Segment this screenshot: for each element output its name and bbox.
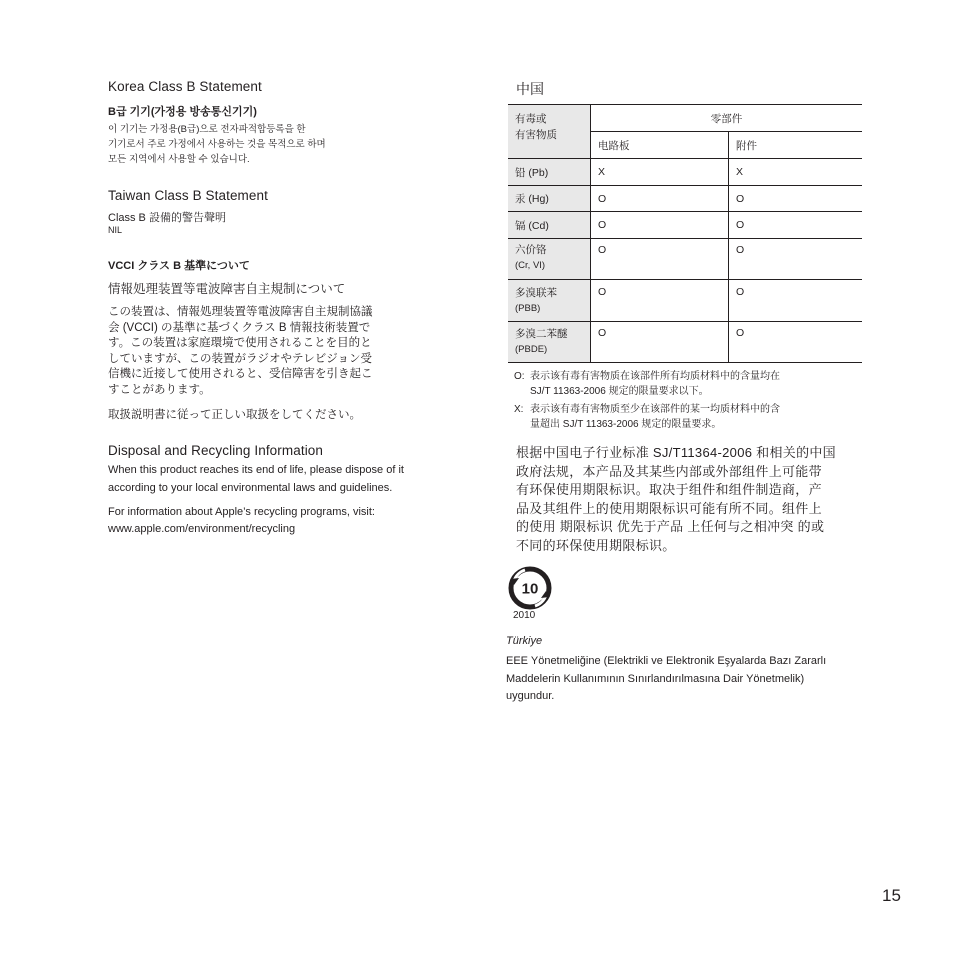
turkey-heading: Türkiye <box>506 635 543 647</box>
turkey-body-line: EEE Yönetmeliğine (Elektrikli ve Elektronik Eşyalarda Bazı Zararlı <box>506 655 827 667</box>
china-paragraph-line: 的使用 期限标识 优先于产品 上任何与之相冲突 的或 <box>516 519 825 534</box>
note-line: SJ/T 11363-2006 规定的限量要求以下。 <box>530 386 709 397</box>
note-line: 表示该有毒有害物质至少在该部件的某一均质材料中的含 <box>530 404 780 415</box>
turkey-body <box>506 653 866 706</box>
note-line: 表示该有毒有害物质在该部件所有均质材料中的含量均在 <box>530 371 780 382</box>
china-heading: 中国 <box>516 81 544 97</box>
substance-name: 镉 (Cd) <box>508 212 591 239</box>
cell-value: O <box>729 212 863 239</box>
china-paragraph-line: 不同的环保使用期限标识。 <box>516 537 676 553</box>
taiwan-heading: Taiwan Class B Statement <box>108 188 268 203</box>
environment-friendly-use-period-icon <box>508 566 552 610</box>
vcci-body-line: していますが、この装置がラジオやテレビジョン受 <box>108 352 373 365</box>
rohs-notes <box>514 369 859 432</box>
china-paragraph <box>516 444 866 555</box>
korea-subheading: B급 기기(가정용 방송통신기기) <box>108 106 257 118</box>
taiwan-subheading: Class B 設備的警告聲明 <box>108 212 226 224</box>
table-row <box>508 159 862 186</box>
substance-name: 铅 (Pb) <box>508 159 591 186</box>
table-header-substance-line: 有害物质 <box>515 129 557 141</box>
vcci-body-line: 信機に近接して使用されると、受信障害を引き起こ <box>108 368 373 380</box>
recycling-info-line: For information about Apple’s recycling programs, visit: <box>108 506 375 518</box>
note-text <box>530 369 780 399</box>
vcci-title: 情報処理装置等電波障害自主規制について <box>108 282 346 296</box>
table-row <box>508 322 862 363</box>
cell-value: O <box>729 322 863 363</box>
rohs-table <box>508 104 862 363</box>
cell-value: O <box>729 280 863 322</box>
recycling-info <box>108 504 448 538</box>
china-paragraph-line: 政府法规，本产品及其某些内部或外部组件上可能带 <box>516 463 822 479</box>
table-row <box>508 186 862 212</box>
substance-name: 汞 (Hg) <box>508 186 591 212</box>
page-number: 15 <box>882 886 901 905</box>
substance-formula: (PBDE) <box>515 344 548 355</box>
cell-value: O <box>591 212 729 239</box>
vcci-heading: VCCI クラス B 基準について <box>108 260 250 272</box>
table-header-substance <box>508 105 591 159</box>
cell-value: O <box>591 322 729 363</box>
taiwan-body: NIL <box>108 225 123 235</box>
disposal-heading: Disposal and Recycling Information <box>108 443 324 458</box>
note-o <box>514 369 859 399</box>
cell-value: O <box>591 186 729 212</box>
substance-name <box>508 322 591 363</box>
cell-value: O <box>591 280 729 322</box>
disposal-body-line: When this product reaches its end of life, please dispose of it <box>108 464 404 476</box>
substance-formula: (Cr, VI) <box>515 260 546 271</box>
table-header-substance-line: 有毒或 <box>515 113 547 125</box>
cell-value: O <box>591 239 729 280</box>
disposal-body-line: according to your local environmental laws and guidelines. <box>108 482 393 494</box>
korea-body-line: 기기로서 주로 가정에서 사용하는 것을 목적으로 하며 <box>108 139 326 150</box>
vcci-body-line: す。この装置は家庭環境で使用されることを目的と <box>108 337 372 349</box>
cell-value: X <box>591 159 729 186</box>
substance-name-text: 多溴联苯 <box>515 287 557 299</box>
china-paragraph-line: 有环保使用期限标识。取决于组件和组件制造商，产 <box>516 482 822 497</box>
turkey-body-line: uygundur. <box>506 690 555 702</box>
recycling-url: www.apple.com/environment/recycling <box>108 523 296 535</box>
logo-year: 2010 <box>513 610 536 621</box>
note-label: O: <box>514 371 525 382</box>
china-paragraph-line: 品及其组件上的使用期限标识可能有所不同。组件上 <box>516 500 822 516</box>
table-row <box>508 212 862 239</box>
table-row <box>508 280 862 322</box>
vcci-body-line: すことがあります。 <box>108 383 211 396</box>
table-row <box>508 239 862 280</box>
logo-number: 10 <box>521 580 539 598</box>
vcci-body-line: この装置は、情報処理装置等電波障害自主規制協議 <box>108 306 373 318</box>
korea-heading: Korea Class B Statement <box>108 79 262 94</box>
korea-body-line: 이 기기는 가정용(B급)으로 전자파적합등록을 한 <box>108 124 306 135</box>
china-paragraph-line: 根据中国电子行业标准 SJ/T11364-2006 和相关的中国 <box>516 445 836 460</box>
table-header-parts: 零部件 <box>591 105 863 132</box>
substance-formula: (PBB) <box>515 303 541 314</box>
korea-body <box>108 122 448 167</box>
note-x <box>514 402 859 432</box>
substance-name-text: 多溴二苯醚 <box>515 328 568 340</box>
note-text <box>530 402 780 432</box>
vcci-footer: 取扱説明書に従って正しい取扱をしてください。 <box>108 409 361 421</box>
note-line: 量超出 SJ/T 11363-2006 规定的限量要求。 <box>530 419 722 430</box>
cell-value: O <box>729 186 863 212</box>
vcci-body <box>108 305 448 398</box>
substance-name <box>508 280 591 322</box>
cell-value: X <box>729 159 863 186</box>
disposal-body <box>108 461 448 497</box>
note-label: X: <box>514 404 524 415</box>
cell-value: O <box>729 239 863 280</box>
substance-name <box>508 239 591 280</box>
substance-name-text: 六价铬 <box>515 244 547 256</box>
table-header-accessories: 附件 <box>729 132 863 159</box>
table-header-circuit-board: 电路板 <box>591 132 729 159</box>
korea-body-line: 모든 지역에서 사용할 수 있습니다. <box>108 154 250 165</box>
turkey-body-line: Maddelerin Kullanımının Sınırlandırılmasına Dair Yönetmelik) <box>506 672 805 685</box>
vcci-body-line: 会 (VCCI) の基準に基づくクラス B 情報技術装置で <box>108 321 371 334</box>
